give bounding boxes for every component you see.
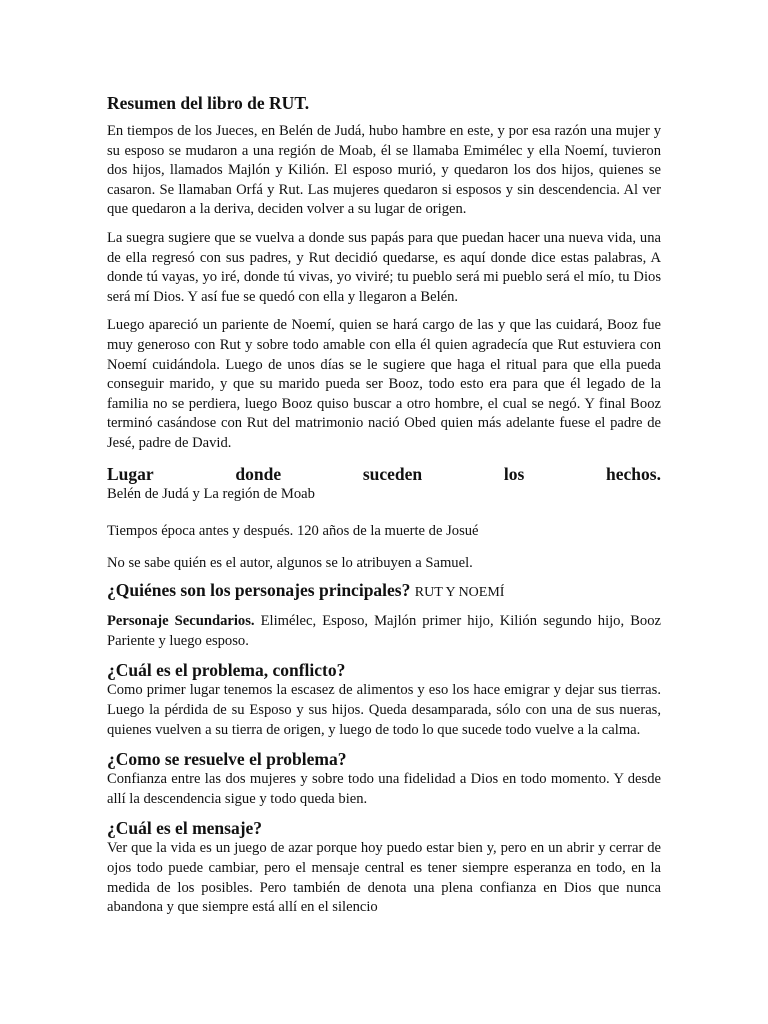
secundarios-label: Personaje Secundarios. (107, 613, 255, 630)
lugar-word: hechos. (606, 463, 661, 484)
tiempo-text: Tiempos época antes y después. 120 años de la muerte de Josué (107, 523, 479, 540)
document-body (107, 92, 661, 918)
lugar-heading (107, 463, 661, 485)
autor-text: No se sabe quién es el autor, algunos se lo atribuyen a Samuel. (107, 554, 473, 571)
problema-heading: ¿Cuál es el problema, conflicto? (107, 660, 346, 681)
lugar-text: Belén de Judá y La región de Moab (107, 485, 315, 502)
paragraph-intro: En tiempos de los Jueces, en Belén de Judá, hubo hambre en este, y por esa razón una mujer y su esposo se mudaron a una región de Moab, él se llamaba Emimélec y ella Noemí, tuvieron dos hijos, llamados Majlón y Kilión. El esposo murió, y quedaron los dos hijos, quienes se casaron. Se llamaban Orfá y Rut. Las mujeres quedaron si esposos y sin descendencia. Al ver que quedaron a la deriva, deciden volver a su lugar de origen. (107, 123, 661, 218)
lugar-word: los (503, 463, 525, 484)
paragraph-booz: Luego apareció un pariente de Noemí, quien se hará cargo de las y que las cuidará, Booz fue muy generoso con Rut y sobre todo amable con ella él quien agradecía que Rut estuviera con Noemí cuidándola. Luego de unos días se le sugiere que haga el ritual para que ella pueda conseguir marido, y que su marido pueda ser Booz, todo esto era para que él legado de la familia no se perdiera, luego Booz quiso buscar a otro hombre, el cual se negó. Y final Booz terminó casándose con Rut del matrimonio nació Obed quien más adelante fuese el padre de Jesé, padre de David. (107, 317, 661, 451)
paragraph-suegra: La suegra sugiere que se vuelva a donde sus papás para que puedan hacer una nueva vida, una de ella regresó con sus padres, y Rut decidió quedarse, es aquí donde dice estas palabras, A donde tú vayas, yo iré, donde tú vivas, yo viviré; tu pueblo será mi pueblo será el mío, tu Dios será mí Dios. Y así fue se quedó con ella y llegaron a Belén. (107, 229, 661, 305)
secundarios-text: Elimélec, Esposo, Majlón primer hijo, Kilión segundo hijo, Booz Pariente y luego esposo. (107, 613, 661, 649)
resuelve-heading: ¿Como se resuelve el problema? (107, 749, 347, 770)
lugar-word: Lugar (107, 463, 154, 484)
problema-text: Como primer lugar tenemos la escasez de alimentos y eso los hace emigrar y dejar sus tierras. Luego la pérdida de su Esposo y sus hijos. Queda desamparada, sólo con una de sus nueras, quienes vuelven a su tierra de origen, y luego de todo lo que sucede todo vuelve a la calma. (107, 682, 661, 738)
resuelve-text: Confianza entre las dos mujeres y sobre todo una fidelidad a Dios en todo momento. Y desde allí la descendencia sigue y todo queda bien. (107, 771, 661, 807)
personajes-question: ¿Quiénes son los personajes principales? (107, 580, 411, 601)
secundarios-paragraph (107, 612, 661, 651)
lugar-word: donde (235, 463, 282, 484)
mensaje-heading: ¿Cuál es el mensaje? (107, 818, 263, 839)
personajes-answer: RUT Y NOEMÍ (414, 585, 505, 601)
mensaje-text: Ver que la vida es un juego de azar porque hoy puedo estar bien y, pero en un abrir y cerrar de ojos todo puede cambiar, pero el mensaje central es tener siempre esperanza en todo, en la medida de los posibles. Pero también de denota una plena confianza en Dios que nunca abandona y que siempre está allí en el silencio (107, 840, 661, 916)
document-title: Resumen del libro de RUT. (107, 93, 310, 113)
lugar-word: suceden (362, 463, 423, 484)
personajes-heading (107, 579, 661, 604)
